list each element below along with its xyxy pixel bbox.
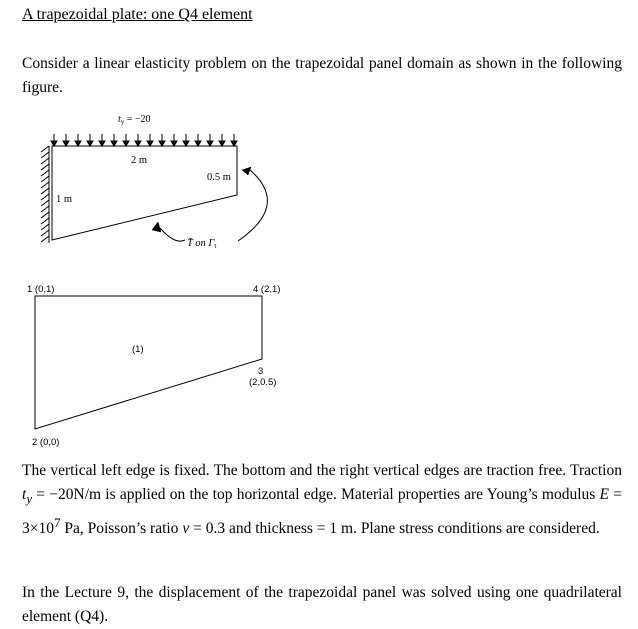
node-3-number: 3 [258,366,264,377]
fixed-wall-hatching [41,146,49,243]
traction-symbol: t [22,486,27,503]
distributed-load-arrows [51,134,237,146]
node-1-label: 1 (0,1) [27,284,55,295]
right-height-label: 0.5 m [207,172,231,183]
problem-statement-paragraph: The vertical left edge is fixed. The bottom and the right vertical edges are traction free. Traction $t_y = -20N/m$ is applied on the top horizontal edge. Material properties are Young’s modulus $E = 3\times 10^7$ Pa, Poisson’s ratio ν = 0.3 and thickness = 1 m. Plane stress conditions are considered. [22,462,622,538]
trapezoid-load-figure [0,100,638,260]
lecture-reference-paragraph: In the Lecture 9, the displacement of the trapezoidal panel was solved using one quadrilateral element (Q4). [22,584,622,625]
left-height-label: 1 m [56,194,73,205]
intro-paragraph: Consider a linear elasticity problem on the trapezoidal panel domain as shown in the following figure. [22,55,622,96]
width-label: 2 m [131,155,148,166]
youngs-modulus-symbol: E [599,486,610,503]
page-title: A trapezoidal plate: one Q4 element [22,6,253,23]
node-3-coordinates: (2,0.5) [249,377,277,388]
load-label: $t_y = -20$ [118,114,151,126]
node-4-label: 4 (2,1) [253,284,281,295]
node-2-label: 2 (0,0) [32,437,60,448]
poisson-symbol: ν [182,520,190,538]
q4-element-figure [0,280,638,450]
traction-label: T̄ on Γt [187,238,217,250]
q4-element-outline [35,296,262,429]
element-label: (1) [132,344,144,355]
